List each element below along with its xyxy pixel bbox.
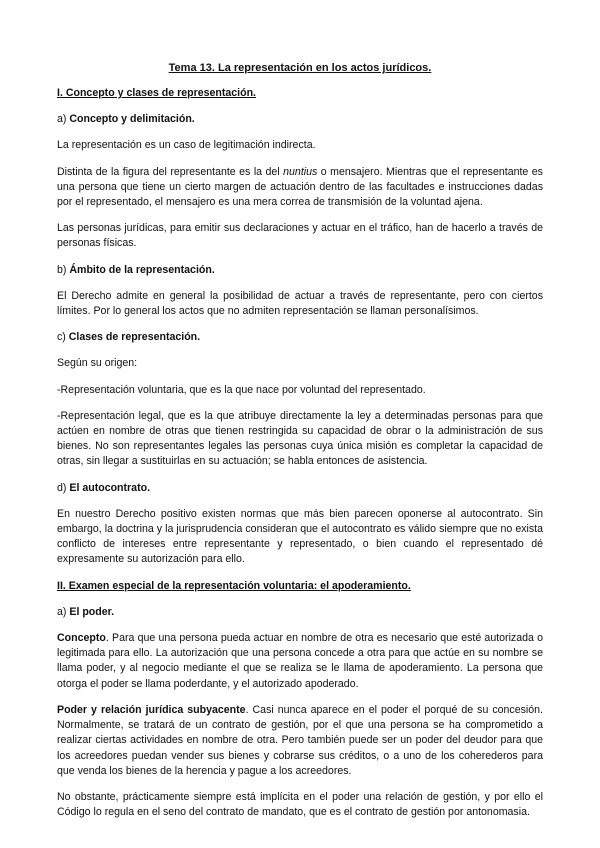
paragraph: En nuestro Derecho positivo existen normas que más bien parecen oponerse al autocontrato. Sin embargo, la doctrina y la jurisprudencia consideran que el autocontrato es válido siempre que no exista conflicto de intereses entre representante y representado, o bien cuando el representado dé expresamente su autorización para ello. [57, 507, 543, 566]
bold-term: Poder y relación jurídica subyacente [57, 703, 246, 716]
subsection-b-prefix: b) [57, 263, 70, 276]
paragraph: La representación es un caso de legitimación indirecta. [57, 139, 316, 152]
subsection-d-title: El autocontrato. [69, 481, 151, 494]
paragraph [57, 631, 543, 692]
text-run: . Para que una persona pueda actuar en nombre de otra es necesario que esté autorizada o legitimada para ello. La autorización que una persona concede a otra para que actúe en su nombre se llama poder, y al negocio mediante el que se realiza se le llama de apoderamiento. La persona que otorga el poder se llama poderdante, y el autorizado apoderado. [57, 632, 543, 690]
subsection-b-heading [57, 263, 543, 278]
subsection-d-heading [57, 481, 543, 496]
subsection-c-title: Clases de representación. [68, 331, 201, 344]
subsection-a-heading [57, 112, 543, 127]
paragraph: El Derecho admite en general la posibilidad de actuar a través de representante, pero con ciertos límites. Por lo general los actos que no admiten representación se llaman personalísimos. [57, 289, 543, 318]
paragraph: Las personas jurídicas, para emitir sus declaraciones y actuar en el tráfico, han de hacerlo a través de personas físicas. [57, 222, 543, 250]
subsection-e-prefix: a) [57, 605, 70, 618]
paragraph: No obstante, prácticamente siempre está implícita en el poder una relación de gestión, y por ello el Código lo regula en el seno del contrato de mandato, que es el contrato de gestión por antonomasia. [57, 790, 543, 819]
paragraph [57, 703, 543, 779]
subsection-e-heading [57, 605, 543, 620]
subsection-c-heading [57, 330, 543, 345]
subsection-a-title: Concepto y delimitación. [69, 113, 195, 126]
document-title: Tema 13. La representación en los actos jurídicos. [168, 62, 432, 74]
section-heading-2: II. Examen especial de la representación voluntaria: el apoderamiento. [57, 579, 411, 592]
subsection-e-title: El poder. [69, 605, 115, 618]
text-run: Distinta de la figura del representante es la del [57, 165, 284, 178]
section-heading-1: I. Concepto y clases de representación. [57, 87, 257, 99]
document-body [57, 86, 543, 831]
subsection-a-prefix: a) [57, 113, 70, 126]
text-run: . Casi nunca aparece en el poder el porqué de su concesión. Normalmente, se tratará de un contrato de gestión, por el que una persona se ha comprometido a realizar ciertas actividades en nombre de otra. Pero también puede ser un poder del deudor para que los acreedores puedan vender sus bienes y cobrarse sus créditos, o a uno de los coherederos para que venda los bienes de la herencia y pague a los acreedores. [57, 703, 543, 777]
paragraph: -Representación voluntaria, que es la que nace por voluntad del representado. [57, 383, 426, 396]
paragraph [57, 165, 543, 211]
text-run: o mensajero. Mientras que el representante es una persona que tiene un cierto margen de actuación dentro de las facultades e instrucciones dadas por el representado, el mensajero es una mera correa de transmisión de la voluntad ajena. [57, 165, 543, 209]
subsection-d-prefix: d) [57, 481, 70, 494]
subsection-b-title: Ámbito de la representación. [69, 263, 215, 276]
paragraph: -Representación legal, que es la que atribuye directamente la ley a determinadas personas para que actúen en nombre de otras que tienen restringida su capacidad de obrar o la administración de sus bienes. No son representantes legales las personas cuya única misión es completar la capacidad de otras, sin llegar a sustituirlas en su actuación; se habla entonces de asistencia. [57, 409, 543, 468]
paragraph: Según su origen: [57, 357, 138, 370]
bold-term: Concepto [57, 632, 106, 645]
italic-term: nuntius [283, 165, 318, 178]
subsection-c-prefix: c) [57, 331, 69, 344]
